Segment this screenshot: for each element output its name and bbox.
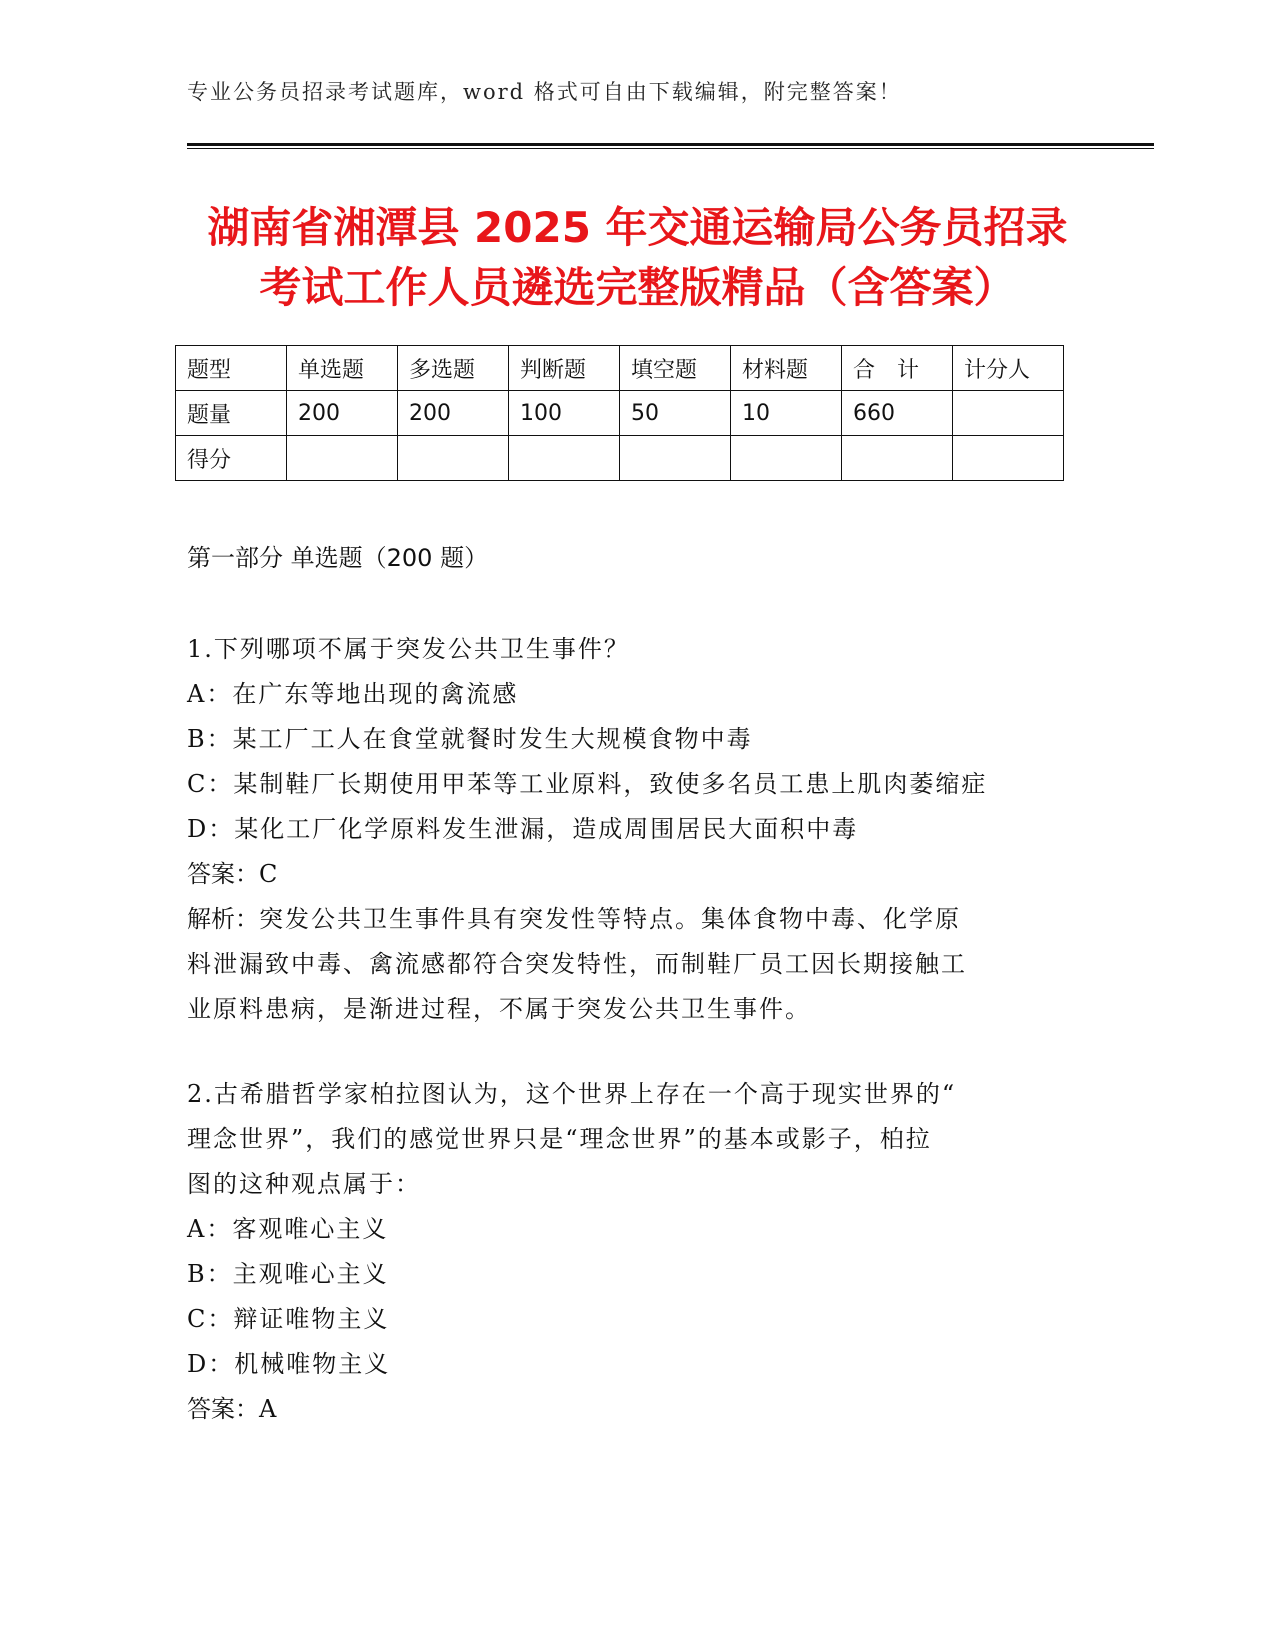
table-cell: 判断题 [509,346,620,391]
answer-value: A [259,1395,279,1423]
option-b: B：主观唯心主义 [187,1260,389,1288]
question-1 [187,627,1067,1032]
table-cell: 200 [398,391,509,436]
score-table-header-row [176,346,1064,391]
option-b: B：某工厂工人在食堂就餐时发生大规模食物中毒 [187,725,753,753]
table-cell: 660 [842,391,953,436]
score-table [175,345,1064,481]
answer-label: 答案： [187,860,259,888]
question-2 [187,1072,1067,1432]
header-note: 专业公务员招录考试题库，word 格式可自由下载编辑，附完整答案！ [187,80,902,104]
table-cell [731,436,842,481]
option-a: A：客观唯心主义 [187,1215,389,1243]
document-title [150,198,1125,318]
table-cell: 计分人 [953,346,1064,391]
option-a: A：在广东等地出现的禽流感 [187,680,519,708]
table-cell [953,391,1064,436]
answer-line [187,852,1067,897]
table-cell [287,436,398,481]
analysis-line-2: 料泄漏致中毒、禽流感都符合突发特性，而制鞋厂员工因长期接触工 [187,950,967,978]
header-rule [187,143,1154,150]
table-cell: 题型 [176,346,287,391]
option-d: D：某化工厂化学原料发生泄漏，造成周围居民大面积中毒 [187,815,859,843]
table-cell [509,436,620,481]
document-title-line-1: 湖南省湘潭县 2025 年交通运输局公务员招录 [207,203,1068,252]
option-c: C：辩证唯物主义 [187,1305,390,1333]
table-cell [398,436,509,481]
analysis-text: 突发公共卫生事件具有突发性等特点。集体食物中毒、化学原 [259,905,961,933]
question-stem-line-1: 2.古希腊哲学家柏拉图认为，这个世界上存在一个高于现实世界的“ [187,1080,957,1108]
analysis-line-3: 业原料患病，是渐进过程，不属于突发公共卫生事件。 [187,995,811,1023]
table-cell: 多选题 [398,346,509,391]
question-stem-line-3: 图的这种观点属于： [187,1170,421,1198]
header-rule-thick [187,143,1154,146]
section-heading: 第一部分 单选题（200 题） [187,544,489,572]
option-d: D：机械唯物主义 [187,1350,391,1378]
header-rule-thin [187,148,1154,149]
score-table-count-row [176,391,1064,436]
table-cell: 题量 [176,391,287,436]
analysis-label: 解析： [187,905,259,933]
table-cell: 合 计 [842,346,953,391]
table-cell: 得分 [176,436,287,481]
question-stem: 1.下列哪项不属于突发公共卫生事件？ [187,635,630,663]
table-cell [620,436,731,481]
table-cell: 200 [287,391,398,436]
table-cell: 100 [509,391,620,436]
table-cell: 单选题 [287,346,398,391]
table-cell: 10 [731,391,842,436]
table-cell: 材料题 [731,346,842,391]
option-c: C：某制鞋厂长期使用甲苯等工业原料，致使多名员工患上肌肉萎缩症 [187,770,988,798]
table-cell: 填空题 [620,346,731,391]
question-stem-line-2: 理念世界”，我们的感觉世界只是“理念世界”的基本或影子，柏拉 [187,1125,932,1153]
answer-line [187,1387,1067,1432]
table-cell [953,436,1064,481]
analysis-line-1 [187,897,1067,942]
table-cell [842,436,953,481]
answer-label: 答案： [187,1395,259,1423]
table-cell: 50 [620,391,731,436]
score-table-score-row [176,436,1064,481]
answer-value: C [259,860,280,888]
document-title-line-2: 考试工作人员遴选完整版精品（含答案） [259,263,1016,312]
